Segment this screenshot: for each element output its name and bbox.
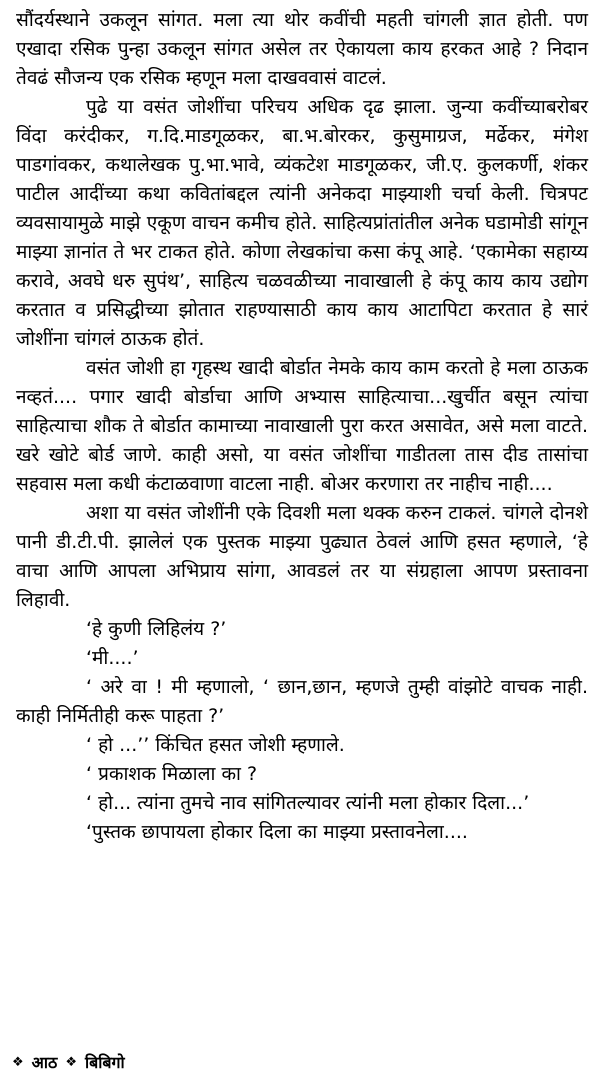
ornament-icon: ❖ — [65, 1055, 77, 1070]
dialogue-line-3: ‘ अरे वा ! मी म्हणालो, ‘ छान,छान, म्हणजे तुम्ही वांझोटे वाचक नाही. काही निर्मितीही करू पाहता ?’ — [16, 676, 588, 727]
dialogue-line-2: ‘मी....’ — [86, 647, 139, 669]
body-text — [16, 6, 588, 847]
page-number: आठ — [31, 1053, 58, 1072]
dialogue-line-1: ‘हे कुणी लिहिलंय ?’ — [86, 618, 227, 640]
paragraph-4: अशा या वसंत जोशींनी एके दिवशी मला थक्क करुन टाकलं. चांगले दोनशे पानी डी.टी.पी. झालेलं एक पुस्तक माझ्या पुढ्यात ठेवलं आणि हसत म्हणाले, ‘हे वाचा आणि आपला अभिप्राय सांगा, आवडलं तर या संग्रहाला आपण प्रस्तावना लिहावी. — [16, 502, 588, 611]
paragraph-3: वसंत जोशी हा गृहस्थ खादी बोर्डात नेमके काय काम करतो हे मला ठाऊक नव्हतं.... पगार खादी बोर्डाचा आणि अभ्यास साहित्याचा...खुर्चीत बसून त्यांचा साहित्याचा शौक ते बोर्डात कामाच्या नावाखाली पुरा करत असावेत, असे मला वाटते. खरे खोटे बोर्ड जाणे. काही असो, या वसंत जोशींचा गाडीतला तास दीड तासांचा सहवास मला कधी कंटाळवाणा वाटला नाही. बोअर करणारा तर नाहीच नाही.... — [16, 357, 588, 495]
book-title: बिबिगो — [84, 1053, 125, 1072]
dialogue-line-4: ‘ हो ...’’ किंचित हसत जोशी म्हणाले. — [86, 734, 345, 756]
dialogue-line-6: ‘ हो... त्यांना तुमचे नाव सांगितल्यावर त्यांनी मला होकार दिला...’ — [86, 792, 530, 814]
paragraph-2: पुढे या वसंत जोशींचा परिचय अधिक दृढ झाला. जुन्या कवींच्याबरोबर विंदा करंदीकर, ग.दि.माडगूळकर, बा.भ.बोरकर, कुसुमाग्रज, मर्ढेकर, मंगेश पाडगांवकर, कथालेखक पु.भा.भावे, व्यंकटेश माडगूळकर, जी.ए. कुलकर्णी, शंकर पाटील आदींच्या कथा कवितांबद्दल त्यांनी अनेकदा माझ्याशी चर्चा केली. चित्रपट व्यवसायामुळे माझे एकूण वाचन कमीच होते. साहित्यप्रांतांतील अनेक घडामोडी सांगून माझ्या ज्ञानांत ते भर टाकत होते. कोणा लेखकांचा कसा कंपू आहे. ‘एकामेका सहाय्य करावे, अवघे धरु सुपंथ’, साहित्य चळवळीच्या नावाखाली हे कंपू काय काय उद्योग करतात व प्रसिद्धीच्या झोतात राहण्यासाठी काय काय आटापिटा करतात हे सारं जोशींना चांगलं ठाऊक होतं. — [16, 96, 588, 350]
dialogue-line-7: ‘पुस्तक छापायला होकार दिला का माझ्या प्रस्तावनेला.... — [86, 821, 468, 843]
dialogue-line-5: ‘ प्रकाशक मिळाला का ? — [86, 763, 258, 785]
ornament-icon: ❖ — [12, 1055, 24, 1070]
paragraph-1: सौंदर्यस्थाने उकलून सांगत. मला त्या थोर कवींची महती चांगली ज्ञात होती. पण एखादा रसिक पुन्हा उकलून सांगत असेल तर ऐकायला काय हरकत आहे ? निदान तेवढं सौजन्य एक रसिक म्हणून मला दाखववासं वाटलं. — [16, 9, 588, 89]
page-footer — [12, 1052, 312, 1074]
